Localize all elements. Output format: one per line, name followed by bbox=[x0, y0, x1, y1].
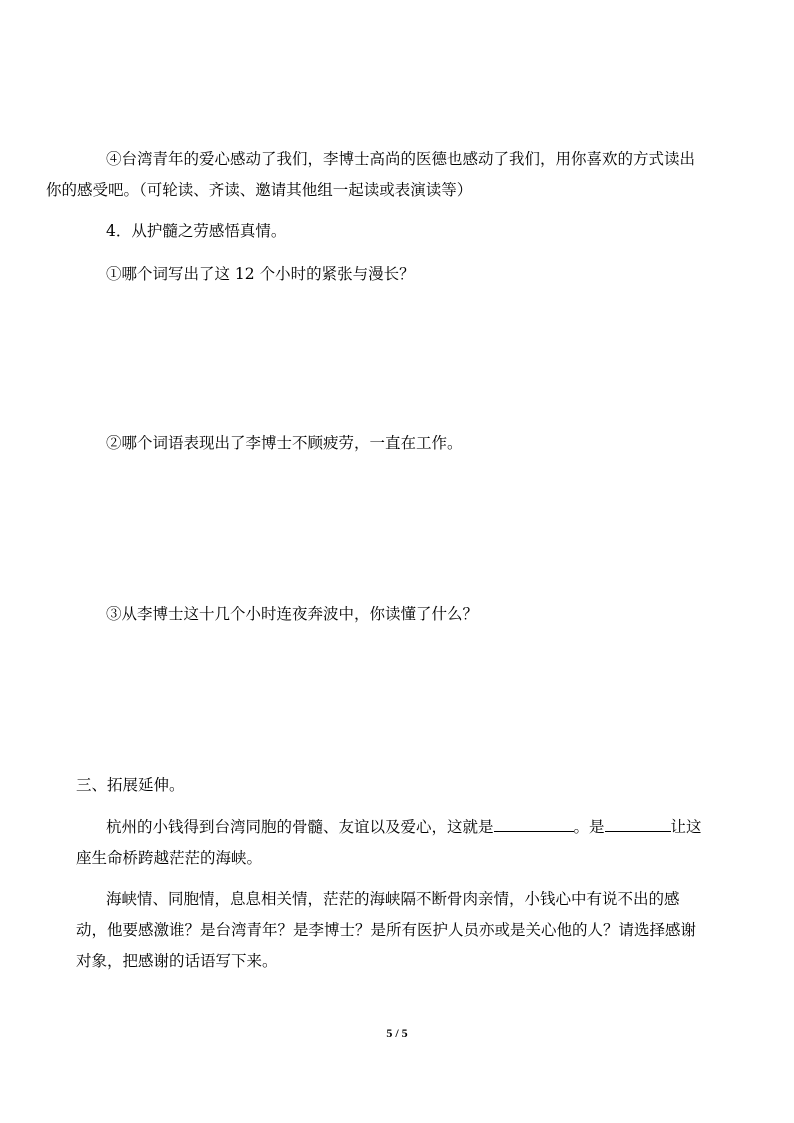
section-4-heading: 4．从护髓之劳感悟真情。 bbox=[106, 222, 287, 240]
question-item-4 bbox=[46, 144, 726, 206]
fill-text-part3: 让这 bbox=[670, 818, 702, 836]
fill-text-part2: 。是 bbox=[573, 818, 605, 836]
thanks-prompt-line3: 对象，把感谢的话语写下来。 bbox=[76, 952, 278, 970]
fill-text-line2: 座生命桥跨越茫茫的海峡。 bbox=[76, 849, 263, 867]
answer-blank-1[interactable] bbox=[494, 814, 574, 832]
answer-blank-2[interactable] bbox=[605, 814, 671, 832]
page-number: 5 / 5 bbox=[386, 1026, 408, 1040]
fill-in-blank-paragraph bbox=[76, 812, 726, 874]
question-item-4-line1: ④台湾青年的爱心感动了我们，李博士高尚的医德也感动了我们，用你喜欢的方式读出 bbox=[106, 150, 696, 168]
thanks-prompt-line2: 动，他要感激谁？是台湾青年？是李博士？是所有医护人员亦或是关心他的人？请选择感谢 bbox=[76, 921, 697, 939]
question-item-4-line2: 你的感受吧。（可轮读、齐读、邀请其他组一起读或表演读等） bbox=[46, 181, 473, 199]
thanks-prompt-line1: 海峡情、同胞情，息息相关情，茫茫的海峡隔不断骨肉亲情，小钱心中有说不出的感 bbox=[106, 890, 680, 908]
section-4-question-2: ②哪个词语表现出了李博士不顾疲劳，一直在工作。 bbox=[106, 434, 463, 452]
thanks-prompt-paragraph bbox=[76, 884, 726, 977]
section-4-question-1: ①哪个词写出了这 12 个小时的紧张与漫长？ bbox=[106, 265, 415, 283]
section-4-question-3: ③从李博士这十几个小时连夜奔波中，你读懂了什么？ bbox=[106, 605, 479, 623]
part-3-heading: 三、拓展延伸。 bbox=[76, 776, 185, 794]
fill-text-part1: 杭州的小钱得到台湾同胞的骨髓、友谊以及爱心，这就是 bbox=[106, 818, 494, 836]
